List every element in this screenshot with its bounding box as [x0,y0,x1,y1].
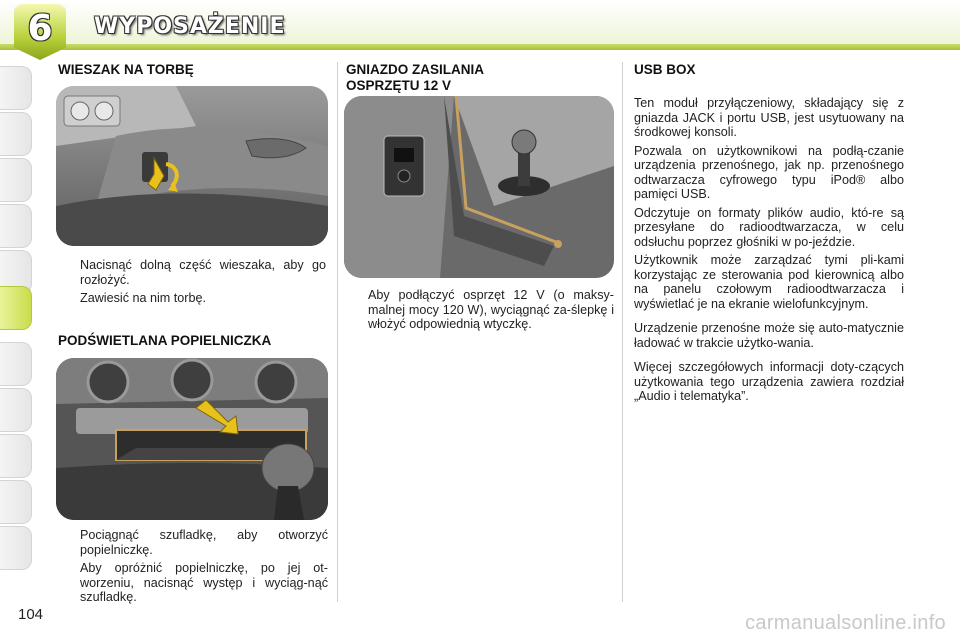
chapter-tab-3[interactable] [0,158,32,202]
chapter-tab-11[interactable] [0,526,32,570]
usb-heading: USB BOX [634,62,696,77]
usb-paragraph: Ten moduł przyłączeniowy, składający się z gniazda JACK i portu USB, jest usytuowany na środkowej konsoli. [634,96,904,139]
bag-hook-illustration [56,86,328,246]
chapter-tab-8[interactable] [0,388,32,432]
chapter-tabs [0,66,32,576]
ashtray-illustration [56,358,328,520]
chapter-tab-7[interactable] [0,342,32,386]
list-item: Zawiesić na nim torbę. [80,291,206,305]
usb-paragraph: Urządzenie przenośne może się auto-matycznie ładować w trakcie użytko-wania. [634,321,904,350]
chapter-tab-1[interactable] [0,66,32,110]
column-divider [337,62,338,602]
list-item: Pociągnąć szufladkę, aby otworzyć popielniczkę. [80,528,328,557]
chapter-tab-10[interactable] [0,480,32,524]
ashtray-instructions [58,528,328,609]
column-divider [622,62,623,602]
chapter-tab-2[interactable] [0,112,32,156]
chapter-number: 6 [27,8,53,49]
ashtray-heading: PODŚWIETLANA POPIELNICZKA [58,333,272,348]
watermark: carmanualsonline.info [745,612,946,634]
ashtray-photo [56,358,328,520]
chapter-tab-9[interactable] [0,434,32,478]
usb-paragraph: Użytkownik może zarządzać tymi pli-kami korzystając ze sterowania pod kierownicą albo na panelu czołowym radioodtwarzacza i wyświetlać je na ekranie wielofunkcyjnym. [634,253,904,311]
chapter-tab-6-active[interactable] [0,286,32,330]
header-rule [0,44,960,50]
list-item: Aby podłączyć osprzęt 12 V (o maksy-malnej mocy 120 W), wyciągnąć za-ślepkę i włożyć odpowiednią wtyczkę. [368,288,614,331]
page-title: WYPOSAŻENIE [94,14,286,39]
bag-hook-photo [56,86,328,246]
usb-paragraph: Odczytuje on formaty plików audio, któ-re są przesyłane do radioodtwarzacza, w celu odsłuchu poprzez głośniki w po-jeździe. [634,205,904,249]
socket-illustration [344,96,614,278]
socket-instructions [346,288,614,336]
chapter-tab-4[interactable] [0,204,32,248]
usb-paragraph: Pozwala on użytkownikowi na podłą-czanie urządzenia przenośnego, jak np. przenośnego odtwarzacza cyfrowego typu iPod® albo pamięci USB. [634,143,904,201]
list-item: Nacisnąć dolną część wieszaka, aby go rozłożyć. [80,258,326,287]
usb-paragraph: Więcej szczegółowych informacji doty-czących użytkowania tego urządzenia zawiera rozdział „Audio i telematyka”. [634,360,904,403]
bag-hook-heading: WIESZAK NA TORBĘ [58,62,194,77]
page-number: 104 [18,606,44,623]
socket-photo [344,96,614,278]
list-item: Aby opróżnić popielniczkę, po jej ot-worzeniu, nacisnąć występ i wyciąg-nąć szufladkę. [80,561,328,604]
bag-hook-instructions [58,258,326,310]
usb-description [634,96,904,408]
socket-heading: GNIAZDO ZASILANIA OSPRZĘTU 12 V [346,62,484,93]
